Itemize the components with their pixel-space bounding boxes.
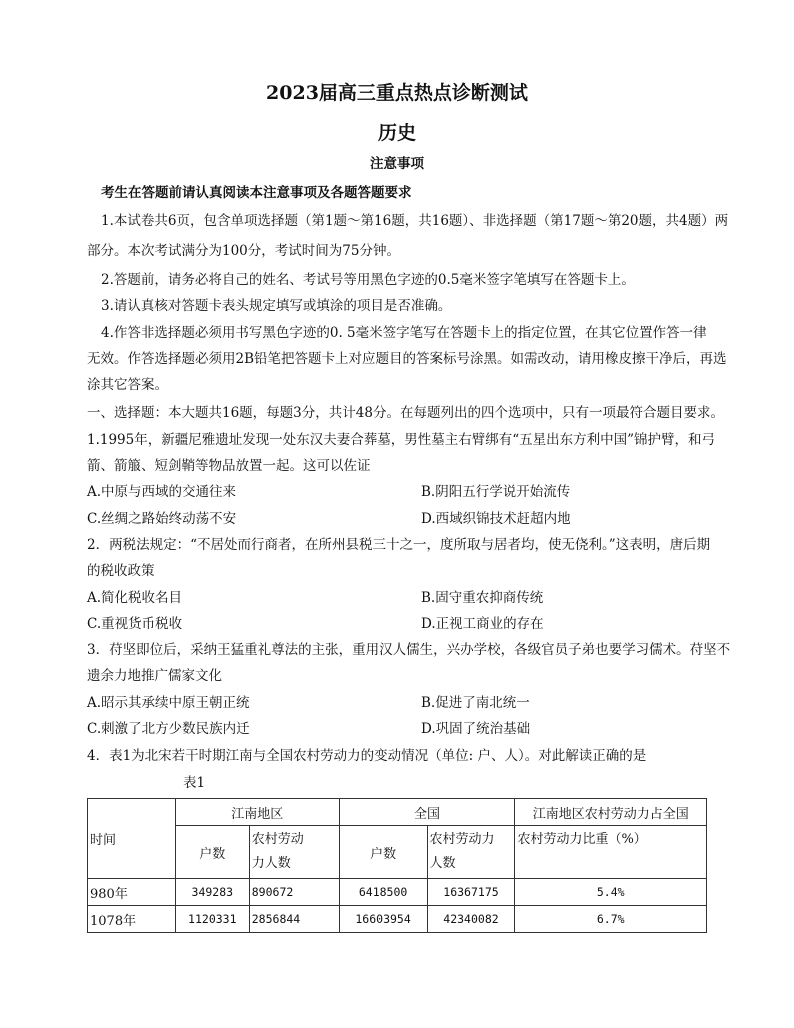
question-2-stem-line2: 的税收政策 — [87, 563, 155, 579]
subheader-nat-labor — [427, 826, 515, 879]
question-1-option-c[interactable]: C.丝绸之路始终动荡不安 — [87, 511, 237, 527]
data-table — [87, 798, 707, 933]
header-national: 全国 — [339, 799, 515, 826]
notice-4-line2: 无效。作答选择题必须用2B铅笔把答题卡上对应题目的答案标号涂黑。如需改动，请用橡皮擦干净后，再选 — [87, 351, 727, 367]
question-1-stem-line2: 箭、箭箙、短剑鞘等物品放置一起。这可以佐证 — [87, 458, 371, 474]
notice-1-line2: 部分。本次考试满分为100分，考试时间为75分钟。 — [87, 243, 400, 259]
notice-3: 3.请认真核对答题卡表头规定填写或填涂的项目是否准确。 — [101, 298, 452, 314]
subheader-nat-households: 户数 — [339, 826, 427, 879]
question-3-option-b[interactable]: B.促进了南北统一 — [421, 695, 530, 711]
cell-jn-labor: 2856844 — [249, 906, 339, 933]
notice-2: 2.答题前，请务必将自己的姓名、考试号等用黑色字迹的0.5毫米签字笔填写在答题卡上。 — [101, 272, 635, 288]
cell-ratio: 5.4% — [515, 879, 707, 906]
notice-4-line1: 4.作答非选择题必须用书写黑色字迹的0. 5毫米签字笔写在答题卡上的指定位置，在其它位置作答一律 — [101, 325, 707, 341]
question-1-option-b[interactable]: B.阴阳五行学说开始流传 — [421, 484, 571, 500]
subheader-jn-labor-line2: 力人数 — [251, 856, 291, 871]
question-2-option-c[interactable]: C.重视货币税收 — [87, 616, 183, 632]
cell-nat-labor: 16367175 — [427, 879, 515, 906]
subject-title: 历史 — [377, 122, 416, 144]
exam-title: 2023届高三重点热点诊断测试 — [266, 82, 528, 104]
notice-4-line3: 涂其它答案。 — [87, 377, 168, 393]
question-3-stem-line1: 3．苻坚即位后，采纳王猛重礼尊法的主张，重用汉人儒生，兴办学校，各级官员子弟也要学习儒术。苻坚不 — [87, 642, 731, 658]
subheader-jn-households: 户数 — [175, 826, 249, 879]
notice-1-line1: 1.本试卷共6页，包含单项选择题（第1题～第16题，共16题）、非选择题（第17题～第20题，共4题）两 — [101, 213, 729, 229]
notice-lead: 考生在答题前请认真阅读本注意事项及各题答题要求 — [101, 185, 412, 201]
header-ratio-line1: 江南地区农村劳动力占全国 — [515, 799, 707, 826]
question-3-stem-line2: 遗余力地推广儒家文化 — [87, 668, 222, 684]
cell-nat-labor: 42340082 — [427, 906, 515, 933]
question-2-stem-line1: 2．两税法规定：“不居处而行商者，在所州县税三十之一，度所取与居者均，使无侥利。”这表明，唐后期 — [87, 537, 711, 553]
cell-jn-labor: 890672 — [249, 879, 339, 906]
header-jiangnan: 江南地区 — [175, 799, 339, 826]
cell-jn-households: 1120331 — [175, 906, 249, 933]
subheader-nat-labor-line1: 农村劳动力 — [429, 832, 495, 847]
cell-time: 1078年 — [88, 906, 176, 933]
question-1-stem-line1: 1.1995年，新疆尼雅遗址发现一处东汉夫妻合葬墓，男性墓主右臂绑有“五星出东方利中国”锦护臂，和弓 — [87, 432, 716, 448]
notice-heading: 注意事项 — [370, 156, 424, 172]
subheader-jn-labor-line1: 农村劳动 — [251, 832, 304, 847]
section-heading: 一、选择题：本大题共16题，每题3分，共计48分。在每题列出的四个选项中，只有一项最符合题目要求。 — [87, 405, 724, 421]
subheader-nat-labor-line2: 人数 — [429, 856, 456, 871]
question-3-option-a[interactable]: A.昭示其承续中原王朝正统 — [87, 695, 250, 711]
question-2-option-b[interactable]: B.固守重农抑商传统 — [421, 590, 544, 606]
question-1-option-a[interactable]: A.中原与西域的交通往来 — [87, 484, 237, 500]
table-subheader-row — [88, 826, 707, 879]
question-3-option-d[interactable]: D.巩固了统治基础 — [421, 721, 531, 737]
question-2-option-a[interactable]: A.简化税收名目 — [87, 590, 183, 606]
header-time: 时间 — [88, 799, 176, 879]
header-ratio-line2: 农村劳动力比重（%） — [515, 826, 707, 879]
table-header-row — [88, 799, 707, 826]
question-4-stem: 4．表1为北宋若干时期江南与全国农村劳动力的变动情况（单位: 户、人）。对此解读正确的是 — [87, 748, 647, 764]
cell-nat-households: 6418500 — [339, 879, 427, 906]
table-row — [88, 879, 707, 906]
cell-ratio: 6.7% — [515, 906, 707, 933]
cell-nat-households: 16603954 — [339, 906, 427, 933]
question-1-option-d[interactable]: D.西域织锦技术赶超内地 — [421, 511, 571, 527]
question-2-option-d[interactable]: D.正视工商业的存在 — [421, 616, 544, 632]
table-row — [88, 906, 707, 933]
cell-jn-households: 349283 — [175, 879, 249, 906]
cell-time: 980年 — [88, 879, 176, 906]
subheader-jn-labor — [249, 826, 339, 879]
table-caption: 表1 — [183, 775, 206, 791]
question-3-option-c[interactable]: C.刺激了北方少数民族内迁 — [87, 721, 250, 737]
